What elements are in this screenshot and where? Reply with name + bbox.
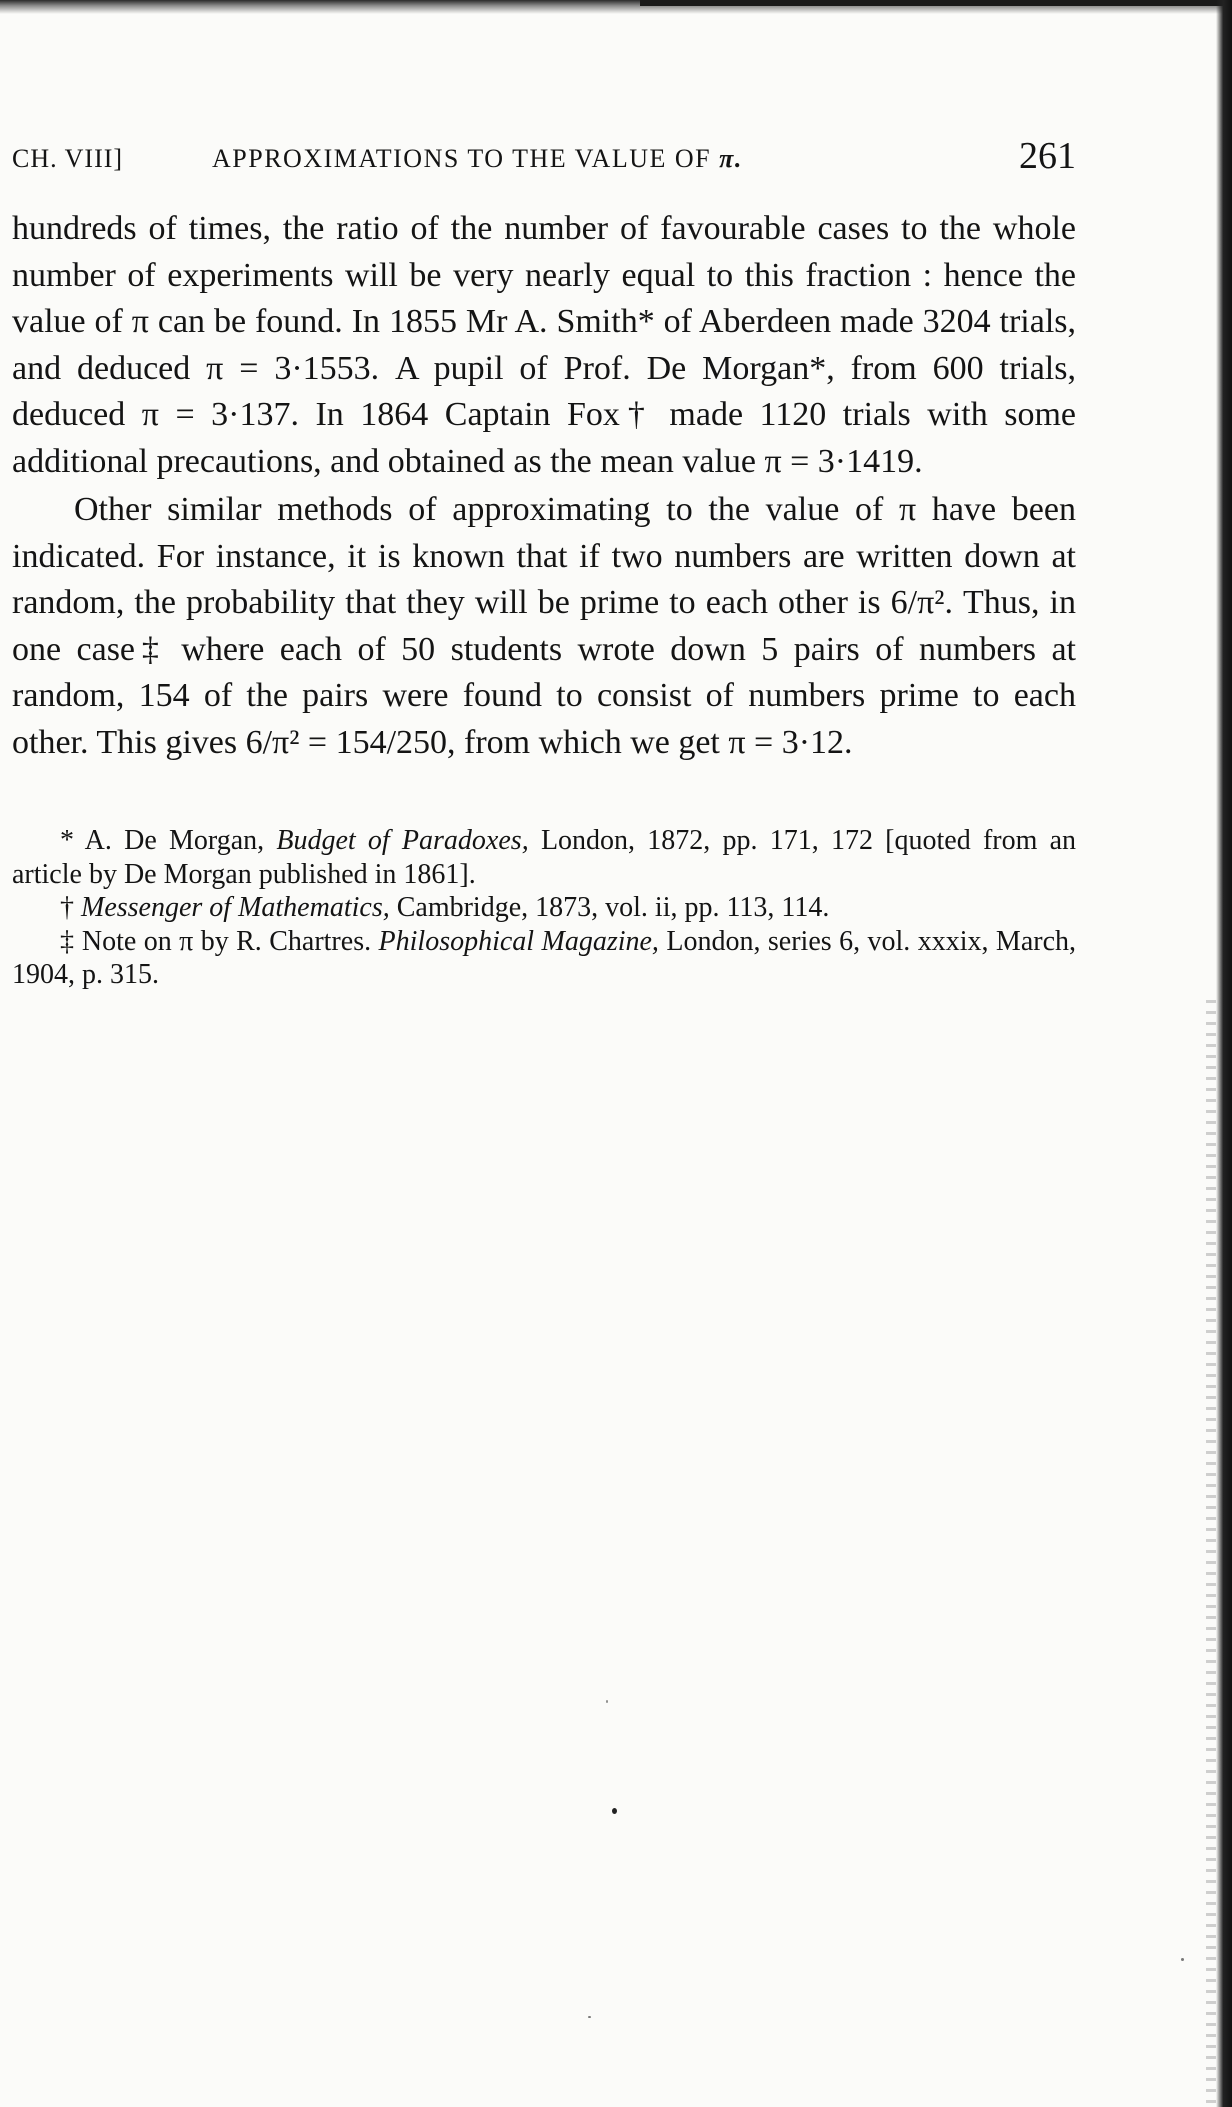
footnote-3-details: London, series 6, vol. xxxix, March, 1904, p. 315. <box>12 925 1077 990</box>
scan-speck <box>588 2016 591 2018</box>
footnote-2 <box>12 891 1076 925</box>
paragraph-2: Other similar methods of approximating to the value of π have been indicated. For instance, it is known that if two numbers are written down at random, the probability that they will be prime to each other is 6/π². Thus, in one case‡ where each of 50 students wrote down 5 pairs of numbers at random, 154 of the pairs were found to consist of numbers prime to each other. This gives 6/π² = 154/250, from which we get π = 3·12. <box>12 491 1076 761</box>
footnote-2-mark: † <box>60 892 74 923</box>
paragraph-1: hundreds of times, the ratio of the number of favourable cases to the whole number of experiments will be very nearly equal to this fraction : hence the value of π can be found. In 1855 Mr A. Smith* of Aberdeen made 3204 trials, and deduced π = 3·1553. A pupil of Prof. De Morgan*, from 600 trials, deduced π = 3·137. In 1864 Captain Fox† made 1120 trials with some additional precautions, and obtained as the mean value π = 3·1419. <box>12 210 1076 480</box>
chapter-label: CH. VIII] <box>12 144 124 173</box>
running-title-symbol: π. <box>719 144 743 173</box>
footnote-1 <box>12 824 1076 891</box>
running-head <box>12 130 1076 182</box>
footnote-1-details: London, 1872, pp. 171, 172 [quoted from an article by De Morgan published in 1861]. <box>12 825 1077 890</box>
footnotes <box>12 824 1076 992</box>
footnote-2-title: Messenger of Mathematics, <box>81 892 390 923</box>
footnote-3 <box>12 925 1076 992</box>
footnote-3-author: ‡ Note on π by R. Chartres. <box>60 925 372 957</box>
footnote-1-author: * A. De Morgan, <box>60 825 265 856</box>
page-number: 261 <box>1019 135 1076 177</box>
scan-speck <box>612 1808 617 1814</box>
footnote-2-details: Cambridge, 1873, vol. ii, pp. 113, 114. <box>396 892 830 923</box>
book-page <box>12 130 1076 992</box>
scan-top-line <box>640 0 1232 6</box>
footnote-3-title: Philosophical Magazine, <box>378 925 659 957</box>
body-text <box>12 206 1076 766</box>
scan-speck <box>606 1700 608 1703</box>
running-title-text: APPROXIMATIONS TO THE VALUE OF <box>212 144 712 173</box>
running-title <box>212 144 743 174</box>
footnote-1-title: Budget of Paradoxes, <box>276 825 529 856</box>
scan-right-speckle <box>1206 1000 1216 2107</box>
scan-right-edge <box>1216 0 1232 2107</box>
scan-speck <box>1181 1958 1184 1961</box>
